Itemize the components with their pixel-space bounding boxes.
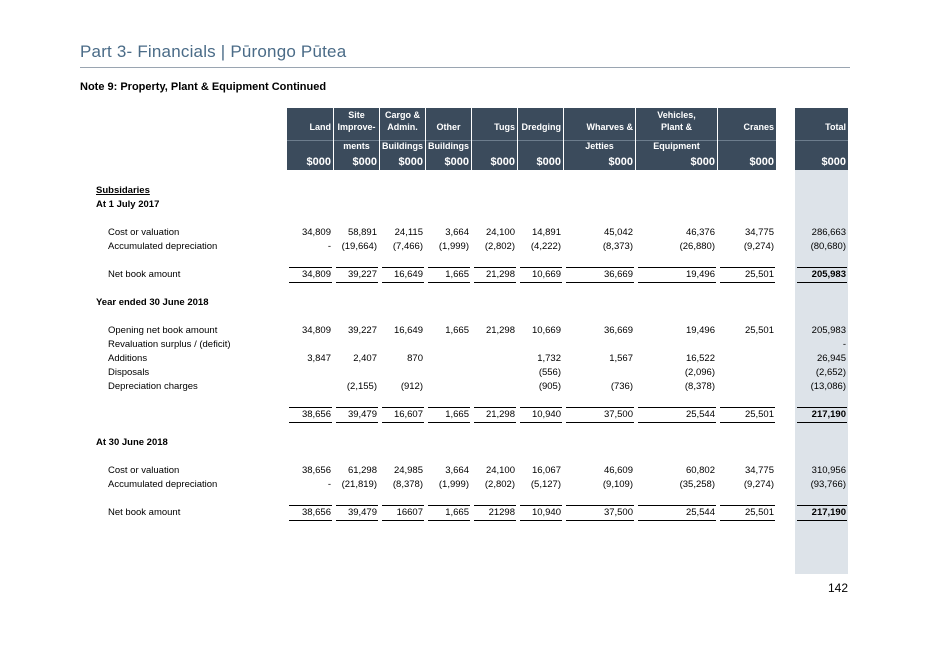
column-header-line: [564, 109, 633, 121]
table-cell: -: [842, 339, 846, 350]
table-cell: 39,227: [347, 269, 377, 280]
column-header-line: Improve-: [337, 122, 376, 132]
total-rule-top: [638, 407, 716, 408]
row-label: Cost or valuation: [108, 465, 180, 476]
row-label: Additions: [108, 353, 148, 364]
column-header-sublabel: Buildings: [382, 141, 423, 151]
header-divider: [472, 140, 517, 141]
table-cell: 58,891: [347, 227, 377, 238]
column-header-label: [472, 109, 515, 133]
total-rule-bottom: [520, 422, 562, 423]
total-rule-top: [474, 505, 516, 506]
total-rule-bottom: [289, 422, 332, 423]
table-cell: 25,501: [744, 409, 774, 420]
page-number: 142: [827, 581, 848, 595]
table-cell: 870: [407, 353, 423, 364]
table-cell: 46,609: [603, 465, 633, 476]
column-header: [795, 108, 848, 170]
column-header-line: [718, 109, 774, 121]
row-label: Accumulated depreciation: [108, 479, 218, 490]
table-cell: 34,809: [301, 227, 331, 238]
table-cell: 36,669: [603, 269, 633, 280]
row-label: Opening net book amount: [108, 325, 218, 336]
table-cell: 205,983: [811, 325, 846, 336]
table-cell: 1,665: [445, 325, 469, 336]
row-label: At 30 June 2018: [96, 437, 168, 448]
row-label: Accumulated depreciation: [108, 241, 218, 252]
header-divider: [718, 140, 776, 141]
total-rule-bottom: [638, 520, 716, 521]
total-rule-top: [336, 407, 378, 408]
table-cell: -: [327, 479, 331, 490]
table-cell: (9,274): [743, 241, 774, 252]
total-rule-bottom: [720, 520, 775, 521]
total-rule-top: [566, 505, 634, 506]
column-header-line: Wharves &: [586, 122, 633, 132]
total-rule-bottom: [720, 282, 775, 283]
row-label: Revaluation surplus / (deficit): [108, 339, 231, 350]
column-header-label: [287, 109, 331, 133]
table-cell: 217,190: [811, 409, 846, 420]
column-header-line: Land: [309, 122, 331, 132]
total-rule-bottom: [382, 282, 424, 283]
header-divider: [518, 140, 563, 141]
column-unit: $000: [490, 156, 515, 168]
table-cell: 24,100: [485, 465, 515, 476]
total-rule-top: [382, 407, 424, 408]
total-rule-bottom: [566, 282, 634, 283]
column-header-line: Site: [348, 110, 365, 120]
total-rule-bottom: [428, 282, 470, 283]
table-cell: 1,665: [445, 269, 469, 280]
column-header: [518, 108, 563, 170]
total-rule-bottom: [474, 422, 516, 423]
total-rule-top: [289, 407, 332, 408]
table-cell: 38,656: [301, 409, 331, 420]
table-cell: 2,407: [353, 353, 377, 364]
table-cell: (9,274): [743, 479, 774, 490]
column-unit: $000: [444, 156, 469, 168]
table-cell: 25,501: [744, 325, 774, 336]
total-rule-top: [289, 505, 332, 506]
table-cell: 10,940: [531, 409, 561, 420]
table-cell: 286,663: [811, 227, 846, 238]
table-cell: (2,802): [484, 479, 515, 490]
total-rule-top: [289, 267, 332, 268]
total-rule-top: [428, 505, 470, 506]
total-rule-top: [797, 267, 847, 268]
table-cell: 1,665: [445, 507, 469, 518]
table-cell: 25,501: [744, 507, 774, 518]
table-cell: (8,373): [602, 241, 633, 252]
total-rule-top: [638, 505, 716, 506]
total-rule-bottom: [566, 422, 634, 423]
table-cell: 10,669: [531, 325, 561, 336]
total-rule-bottom: [474, 520, 516, 521]
column-header-sublabel: ments: [343, 141, 370, 151]
table-cell: (2,802): [484, 241, 515, 252]
row-label: Cost or valuation: [108, 227, 180, 238]
table-cell: (8,378): [684, 381, 715, 392]
table-cell: (5,127): [530, 479, 561, 490]
total-rule-top: [474, 407, 516, 408]
total-rule-bottom: [520, 520, 562, 521]
column-header-line: Other: [436, 122, 461, 132]
table-cell: 36,669: [603, 325, 633, 336]
table-cell: 60,802: [685, 465, 715, 476]
table-cell: (26,880): [679, 241, 715, 252]
column-unit: $000: [536, 156, 561, 168]
total-rule-top: [797, 505, 847, 506]
table-cell: 16,607: [393, 409, 423, 420]
table-cell: (2,652): [815, 367, 846, 378]
table-cell: 26,945: [816, 353, 846, 364]
table-cell: 39,479: [347, 409, 377, 420]
total-rule-bottom: [474, 282, 516, 283]
total-rule-top: [428, 267, 470, 268]
total-rule-bottom: [720, 422, 775, 423]
table-cell: (4,222): [530, 241, 561, 252]
row-label: At 1 July 2017: [96, 199, 160, 210]
table-cell: 217,190: [811, 507, 846, 518]
total-rule-bottom: [428, 520, 470, 521]
total-rule-bottom: [797, 520, 847, 521]
column-unit: $000: [306, 156, 331, 168]
table-cell: (905): [538, 381, 561, 392]
table-cell: 61,298: [347, 465, 377, 476]
table-cell: (8,378): [392, 479, 423, 490]
table-cell: 25,544: [685, 409, 715, 420]
table-cell: 37,500: [603, 507, 633, 518]
column-unit: $000: [608, 156, 633, 168]
row-label: Disposals: [108, 367, 150, 378]
column-header: [564, 108, 635, 170]
total-rule-top: [382, 505, 424, 506]
column-header-label: [518, 109, 561, 133]
table-cell: 39,227: [347, 325, 377, 336]
row-label: Net book amount: [108, 507, 181, 518]
total-rule-top: [566, 267, 634, 268]
table-cell: 205,983: [811, 269, 846, 280]
total-rule-bottom: [336, 422, 378, 423]
row-label: Year ended 30 June 2018: [96, 297, 209, 308]
table-cell: 19,496: [685, 325, 715, 336]
table-cell: 16,522: [685, 353, 715, 364]
row-label: Depreciation charges: [108, 381, 198, 392]
column-header-line: Admin.: [387, 122, 418, 132]
total-rule-top: [720, 407, 775, 408]
total-rule-top: [474, 267, 516, 268]
column-unit: $000: [690, 156, 715, 168]
column-header-label: [795, 109, 846, 133]
column-header-line: Cargo &: [384, 110, 420, 120]
table-cell: 1,732: [537, 353, 561, 364]
column-header-sublabel: Jetties: [585, 141, 614, 151]
column-header: [334, 108, 379, 170]
table-cell: 38,656: [301, 465, 331, 476]
total-rule-bottom: [289, 520, 332, 521]
header-divider: [287, 140, 333, 141]
total-rule-bottom: [382, 422, 424, 423]
column-header: [718, 108, 776, 170]
table-cell: 34,775: [744, 465, 774, 476]
total-rule-top: [638, 267, 716, 268]
table-cell: 24,985: [393, 465, 423, 476]
table-cell: (1,999): [438, 479, 469, 490]
table-cell: 37,500: [603, 409, 633, 420]
table-cell: 39,479: [347, 507, 377, 518]
table-cell: 16,067: [531, 465, 561, 476]
title-divider: [80, 67, 850, 68]
column-header: [380, 108, 425, 170]
table-cell: 25,544: [685, 507, 715, 518]
total-rule-top: [797, 407, 847, 408]
total-rule-top: [566, 407, 634, 408]
column-header-label: [380, 109, 425, 133]
total-rule-bottom: [797, 282, 847, 283]
table-cell: 3,664: [445, 465, 469, 476]
column-unit: $000: [352, 156, 377, 168]
column-header-line: Cranes: [743, 122, 774, 132]
table-cell: (13,086): [810, 381, 846, 392]
column-header: [636, 108, 717, 170]
total-rule-top: [428, 407, 470, 408]
table-cell: (556): [538, 367, 561, 378]
column-header-line: [287, 109, 331, 121]
total-rule-bottom: [336, 282, 378, 283]
table-cell: (93,766): [810, 479, 846, 490]
table-cell: 24,100: [485, 227, 515, 238]
table-cell: 16,649: [393, 269, 423, 280]
column-header-label: [334, 109, 379, 133]
column-header-line: Plant &: [660, 122, 692, 132]
table-cell: 3,847: [307, 353, 331, 364]
table-cell: 34,775: [744, 227, 774, 238]
total-rule-bottom: [638, 422, 716, 423]
column-header: [287, 108, 333, 170]
total-rule-bottom: [520, 282, 562, 283]
table-cell: 24,115: [394, 227, 423, 238]
row-label: Net book amount: [108, 269, 181, 280]
table-cell: (1,999): [438, 241, 469, 252]
total-rule-top: [520, 407, 562, 408]
total-rule-top: [720, 267, 775, 268]
total-rule-top: [520, 505, 562, 506]
table-cell: 25,501: [744, 269, 774, 280]
table-cell: (19,664): [341, 241, 377, 252]
table-cell: (2,096): [684, 367, 715, 378]
total-rule-top: [720, 505, 775, 506]
page-title: Part 3- Financials | Pūrongo Pūtea: [80, 42, 347, 61]
column-header-line: Total: [825, 122, 846, 132]
column-header: [472, 108, 517, 170]
total-rule-bottom: [336, 520, 378, 521]
table-cell: (35,258): [679, 479, 715, 490]
table-cell: 19,496: [685, 269, 715, 280]
column-header-label: [636, 109, 717, 133]
total-rule-top: [336, 505, 378, 506]
table-cell: 45,042: [603, 227, 633, 238]
table-cell: 34,809: [301, 325, 331, 336]
column-header-line: Vehicles,: [657, 110, 696, 120]
table-cell: 38,656: [301, 507, 331, 518]
column-unit: $000: [821, 156, 846, 168]
table-cell: 310,956: [811, 465, 846, 476]
total-rule-bottom: [638, 282, 716, 283]
table-cell: 16,649: [393, 325, 423, 336]
table-cell: (21,819): [341, 479, 377, 490]
total-rule-top: [520, 267, 562, 268]
total-rule-bottom: [797, 422, 847, 423]
column-header-line: [426, 109, 471, 121]
table-cell: (7,466): [392, 241, 423, 252]
total-rule-bottom: [382, 520, 424, 521]
table-cell: 16607: [396, 507, 423, 518]
table-cell: 21298: [488, 507, 515, 518]
column-header-line: Dredging: [521, 122, 561, 132]
table-cell: 3,664: [445, 227, 469, 238]
column-header-label: [564, 109, 633, 133]
note-title: Note 9: Property, Plant & Equipment Continued: [80, 81, 327, 93]
total-rule-top: [336, 267, 378, 268]
column-header-line: [472, 109, 515, 121]
column-header-label: [718, 109, 774, 133]
table-cell: 10,669: [531, 269, 561, 280]
total-rule-bottom: [566, 520, 634, 521]
column-unit: $000: [749, 156, 774, 168]
column-header-line: Tugs: [494, 122, 515, 132]
table-cell: 1,665: [445, 409, 469, 420]
column-header-sublabel: Equipment: [653, 141, 700, 151]
table-cell: 21,298: [485, 325, 515, 336]
table-cell: 34,809: [301, 269, 331, 280]
table-cell: (2,155): [346, 381, 377, 392]
column-header-label: [426, 109, 471, 133]
total-rule-bottom: [428, 422, 470, 423]
table-cell: (9,109): [602, 479, 633, 490]
column-header: [426, 108, 471, 170]
column-header-line: [795, 109, 846, 121]
table-cell: 14,891: [531, 227, 561, 238]
table-cell: 21,298: [485, 269, 515, 280]
table-cell: (912): [400, 381, 423, 392]
total-rule-top: [382, 267, 424, 268]
column-unit: $000: [398, 156, 423, 168]
row-label: Subsidaries: [96, 185, 150, 196]
column-header-line: [518, 109, 561, 121]
table-cell: (736): [610, 381, 633, 392]
table-cell: 21,298: [485, 409, 515, 420]
total-rule-bottom: [289, 282, 332, 283]
table-cell: (80,680): [810, 241, 846, 252]
table-cell: 46,376: [685, 227, 715, 238]
table-cell: 10,940: [531, 507, 561, 518]
table-cell: 1,567: [609, 353, 633, 364]
table-cell: -: [327, 241, 331, 252]
column-header-sublabel: Buildings: [428, 141, 469, 151]
header-divider: [795, 140, 848, 141]
